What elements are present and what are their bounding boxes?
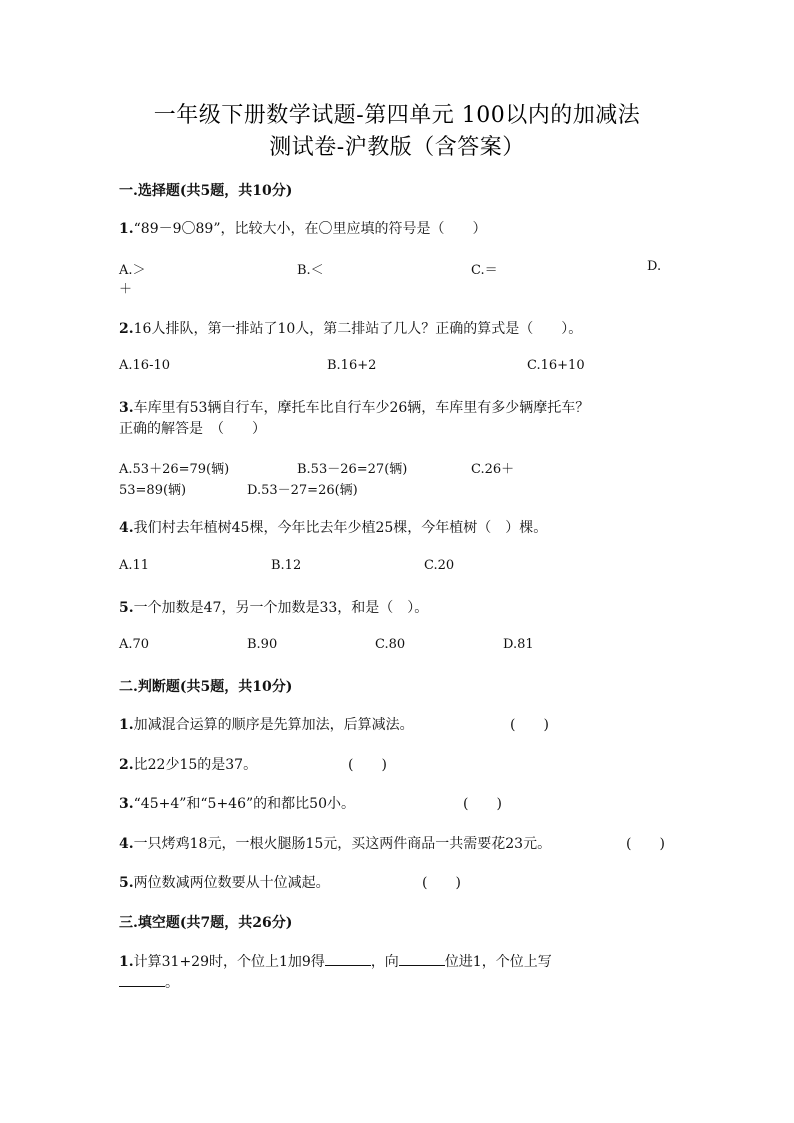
answer-blank[interactable] (325, 951, 371, 966)
question-number: 5. (119, 600, 134, 616)
section-heading-fill: 三.填空题(共7题，共26分) (119, 915, 293, 931)
question-number: 3. (119, 796, 134, 812)
question-number: 2. (119, 757, 134, 773)
judge-q5 (119, 872, 330, 892)
choice-q5-option-c: C.80 (375, 637, 406, 652)
question-text: “89－9〇89”，比较大小，在〇里应填的符号是（ ） (133, 221, 487, 237)
question-number: 4. (119, 520, 134, 536)
choice-q1-option-d-symbol: ＋ (119, 282, 133, 297)
choice-q5-option-d: D.81 (503, 637, 534, 652)
judge-q1-answer-paren: ( ) (510, 717, 549, 733)
choice-q3-option-d: D.53－27=26(辆) (247, 483, 358, 498)
judge-q2 (119, 754, 257, 774)
choice-q4-option-a: A.11 (119, 558, 150, 573)
section-heading-choice: 一.选择题(共5题，共10分) (119, 183, 293, 199)
question-number: 5. (119, 875, 134, 891)
question-number: 1. (119, 717, 134, 733)
answer-blank[interactable] (399, 951, 445, 966)
choice-q3-option-c-cont: 53=89(辆) (119, 483, 187, 498)
choice-q3-text-line2: 正确的解答是 （ ） (119, 421, 266, 437)
question-text-part2: ，向 (370, 954, 399, 970)
question-number: 4. (119, 836, 134, 852)
page-title-line1: 一年级下册数学试题-第四单元 100以内的加减法 (153, 103, 641, 128)
choice-q3-option-b: B.53－26=27(辆) (297, 462, 408, 477)
question-text-part3: 位进1，个位上写 (444, 954, 552, 970)
choice-q3-option-a: A.53＋26=79(辆) (119, 462, 230, 477)
choice-q1-option-c: C.＝ (471, 263, 498, 278)
question-text: 我们村去年植树45棵，今年比去年少植25棵，今年植树（ ）棵。 (133, 520, 548, 536)
choice-q3 (119, 397, 589, 417)
judge-q1 (119, 714, 414, 734)
choice-q2 (119, 318, 582, 338)
judge-q3-answer-paren: ( ) (463, 796, 502, 812)
choice-q5-option-a: A.70 (119, 637, 150, 652)
question-text: 车库里有53辆自行车，摩托车比自行车少26辆，车库里有多少辆摩托车？ (133, 400, 590, 416)
question-text-end: 。 (165, 975, 179, 991)
question-text: 16人排队，第一排站了10人，第二排站了几人？正确的算式是（ ）。 (133, 321, 583, 337)
choice-q5 (119, 597, 428, 617)
question-text: 一只烤鸡18元，一根火腿肠15元，买这两件商品一共需要花23元。 (133, 836, 552, 852)
choice-q5-option-b: B.90 (247, 637, 278, 652)
choice-q2-option-a: A.16-10 (119, 358, 170, 373)
judge-q3 (119, 793, 355, 813)
question-text: 加减混合运算的顺序是先算加法，后算减法。 (133, 717, 414, 733)
judge-q4-answer-paren: ( ) (626, 836, 665, 852)
choice-q4-option-b: B.12 (271, 558, 302, 573)
choice-q1-option-b: B.＜ (297, 263, 324, 278)
fill-q1-line2 (119, 972, 179, 992)
judge-q5-answer-paren: ( ) (422, 875, 461, 891)
judge-q4 (119, 833, 551, 853)
question-text: 两位数减两位数要从十位减起。 (133, 875, 330, 891)
answer-blank[interactable] (119, 972, 165, 987)
question-text: 比22少15的是37。 (133, 757, 258, 773)
choice-q1 (119, 218, 486, 238)
section-heading-judge: 二.判断题(共5题，共10分) (119, 679, 293, 695)
fill-q1 (119, 951, 552, 971)
choice-q2-option-b: B.16+2 (327, 358, 377, 373)
question-number: 3. (119, 400, 134, 416)
question-number: 2. (119, 321, 134, 337)
question-text: “45+4”和“5+46”的和都比50小。 (133, 796, 355, 812)
question-text: 一个加数是47，另一个加数是33，和是（ ）。 (133, 600, 429, 616)
question-number: 1. (119, 221, 134, 237)
choice-q4-option-c: C.20 (424, 558, 455, 573)
judge-q2-answer-paren: ( ) (348, 757, 387, 773)
question-text-part1: 计算31+29时，个位上1加9得 (133, 954, 325, 970)
page-title-line2: 测试卷-沪教版（含答案） (269, 135, 525, 160)
question-number: 1. (119, 954, 134, 970)
choice-q3-option-c: C.26＋ (471, 462, 515, 477)
choice-q1-option-d: D. (647, 259, 662, 274)
choice-q4 (119, 517, 547, 537)
choice-q1-option-a: A.＞ (119, 263, 146, 278)
choice-q2-option-c: C.16+10 (527, 358, 585, 373)
